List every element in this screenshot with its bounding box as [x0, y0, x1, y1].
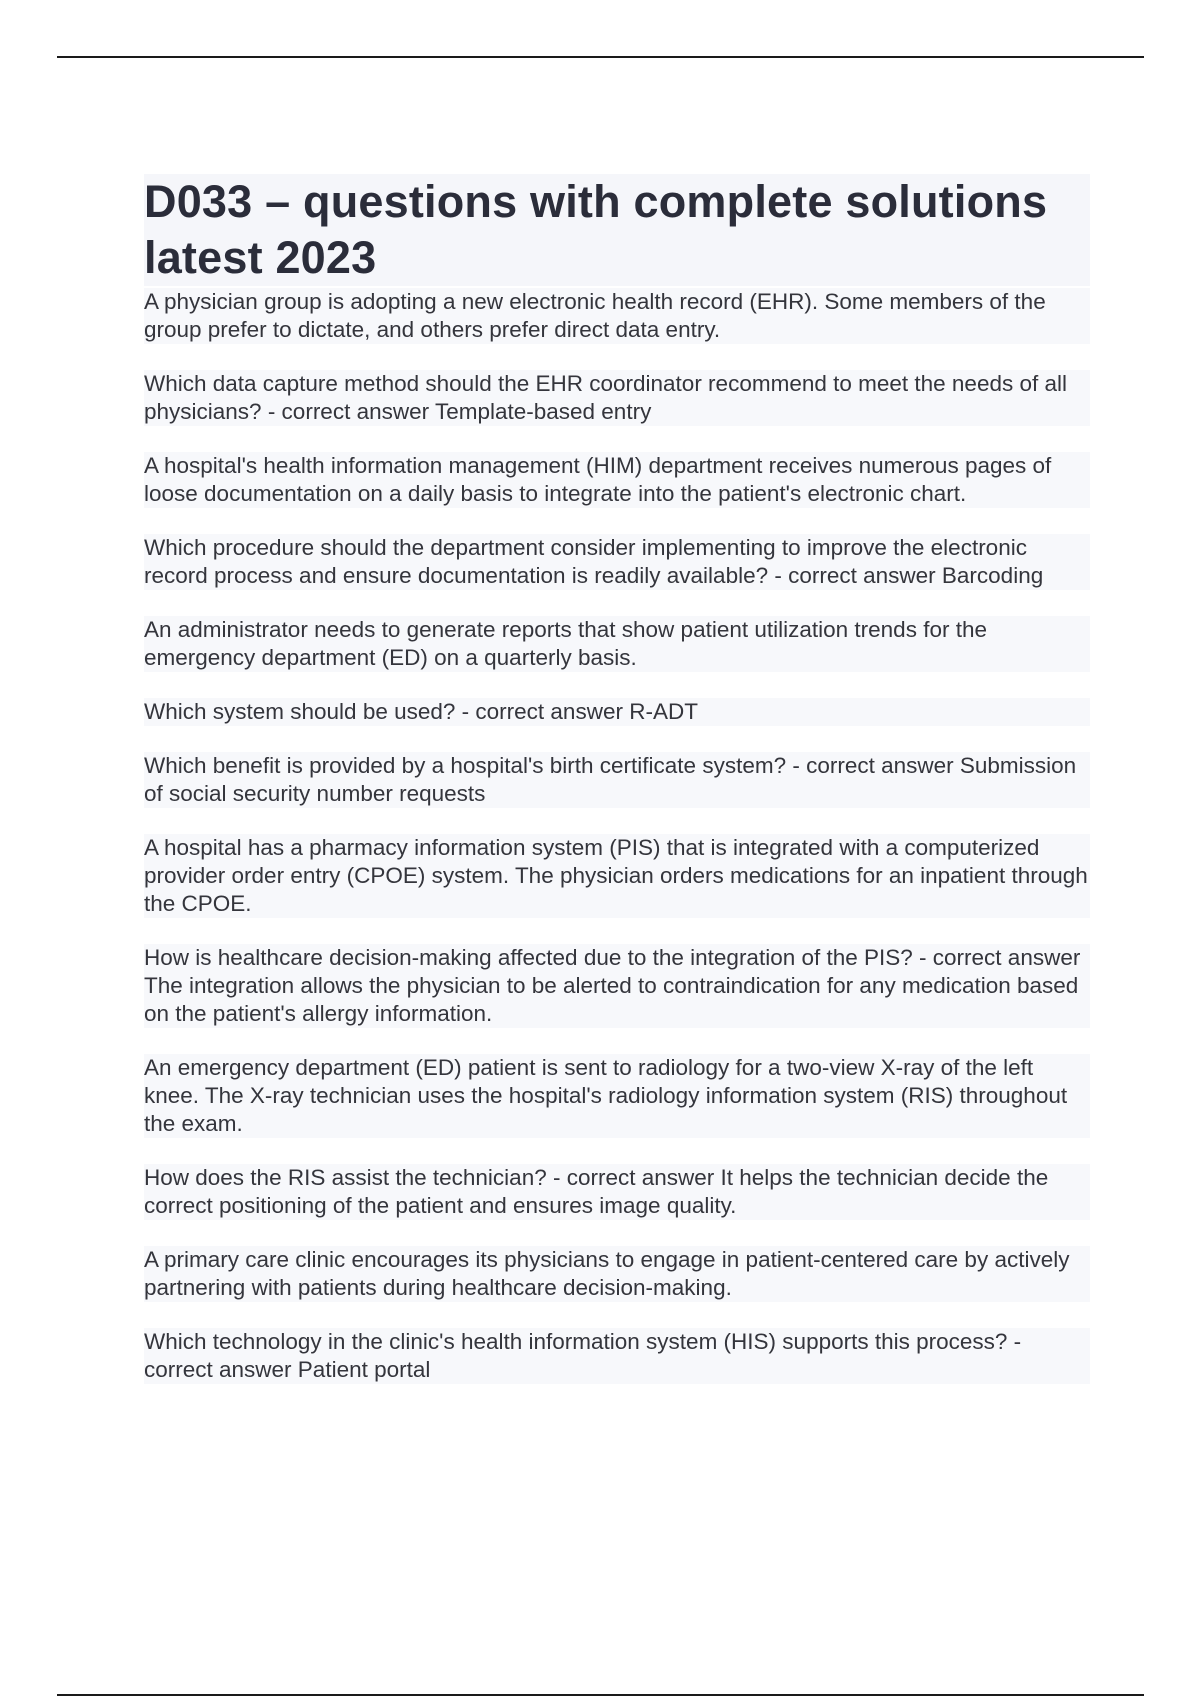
- document-title: D033 – questions with complete solutions latest 2023: [144, 174, 1090, 286]
- paragraph: A hospital's health information management (HIM) department receives numerous pages of loose documentation on a daily basis to integrate into the patient's electronic chart.: [144, 452, 1090, 508]
- top-rule: [57, 56, 1144, 58]
- paragraph: A primary care clinic encourages its physicians to engage in patient-centered care by actively partnering with patients during healthcare decision-making.: [144, 1246, 1090, 1302]
- paragraph: How is healthcare decision-making affected due to the integration of the PIS? - correct answer The integration allows the physician to be alerted to contraindication for any medication based on the patient's allergy information.: [144, 944, 1090, 1028]
- paragraph: Which system should be used? - correct answer R-ADT: [144, 698, 1090, 726]
- paragraph: Which benefit is provided by a hospital's birth certificate system? - correct answer Submission of social security number requests: [144, 752, 1090, 808]
- paragraph: An administrator needs to generate reports that show patient utilization trends for the emergency department (ED) on a quarterly basis.: [144, 616, 1090, 672]
- paragraph: An emergency department (ED) patient is sent to radiology for a two-view X-ray of the left knee. The X-ray technician uses the hospital's radiology information system (RIS) throughout the exam.: [144, 1054, 1090, 1138]
- paragraph: A hospital has a pharmacy information system (PIS) that is integrated with a computerized provider order entry (CPOE) system. The physician orders medications for an inpatient through the CPOE.: [144, 834, 1090, 918]
- paragraph: A physician group is adopting a new electronic health record (EHR). Some members of the group prefer to dictate, and others prefer direct data entry.: [144, 288, 1090, 344]
- paragraph: How does the RIS assist the technician? - correct answer It helps the technician decide the correct positioning of the patient and ensures image quality.: [144, 1164, 1090, 1220]
- document-body: [144, 174, 1090, 1410]
- bottom-rule: [57, 1694, 1144, 1696]
- paragraph: Which technology in the clinic's health information system (HIS) supports this process? - correct answer Patient portal: [144, 1328, 1090, 1384]
- paragraph: Which procedure should the department consider implementing to improve the electronic record process and ensure documentation is readily available? - correct answer Barcoding: [144, 534, 1090, 590]
- paragraph: Which data capture method should the EHR coordinator recommend to meet the needs of all physicians? - correct answer Template-based entry: [144, 370, 1090, 426]
